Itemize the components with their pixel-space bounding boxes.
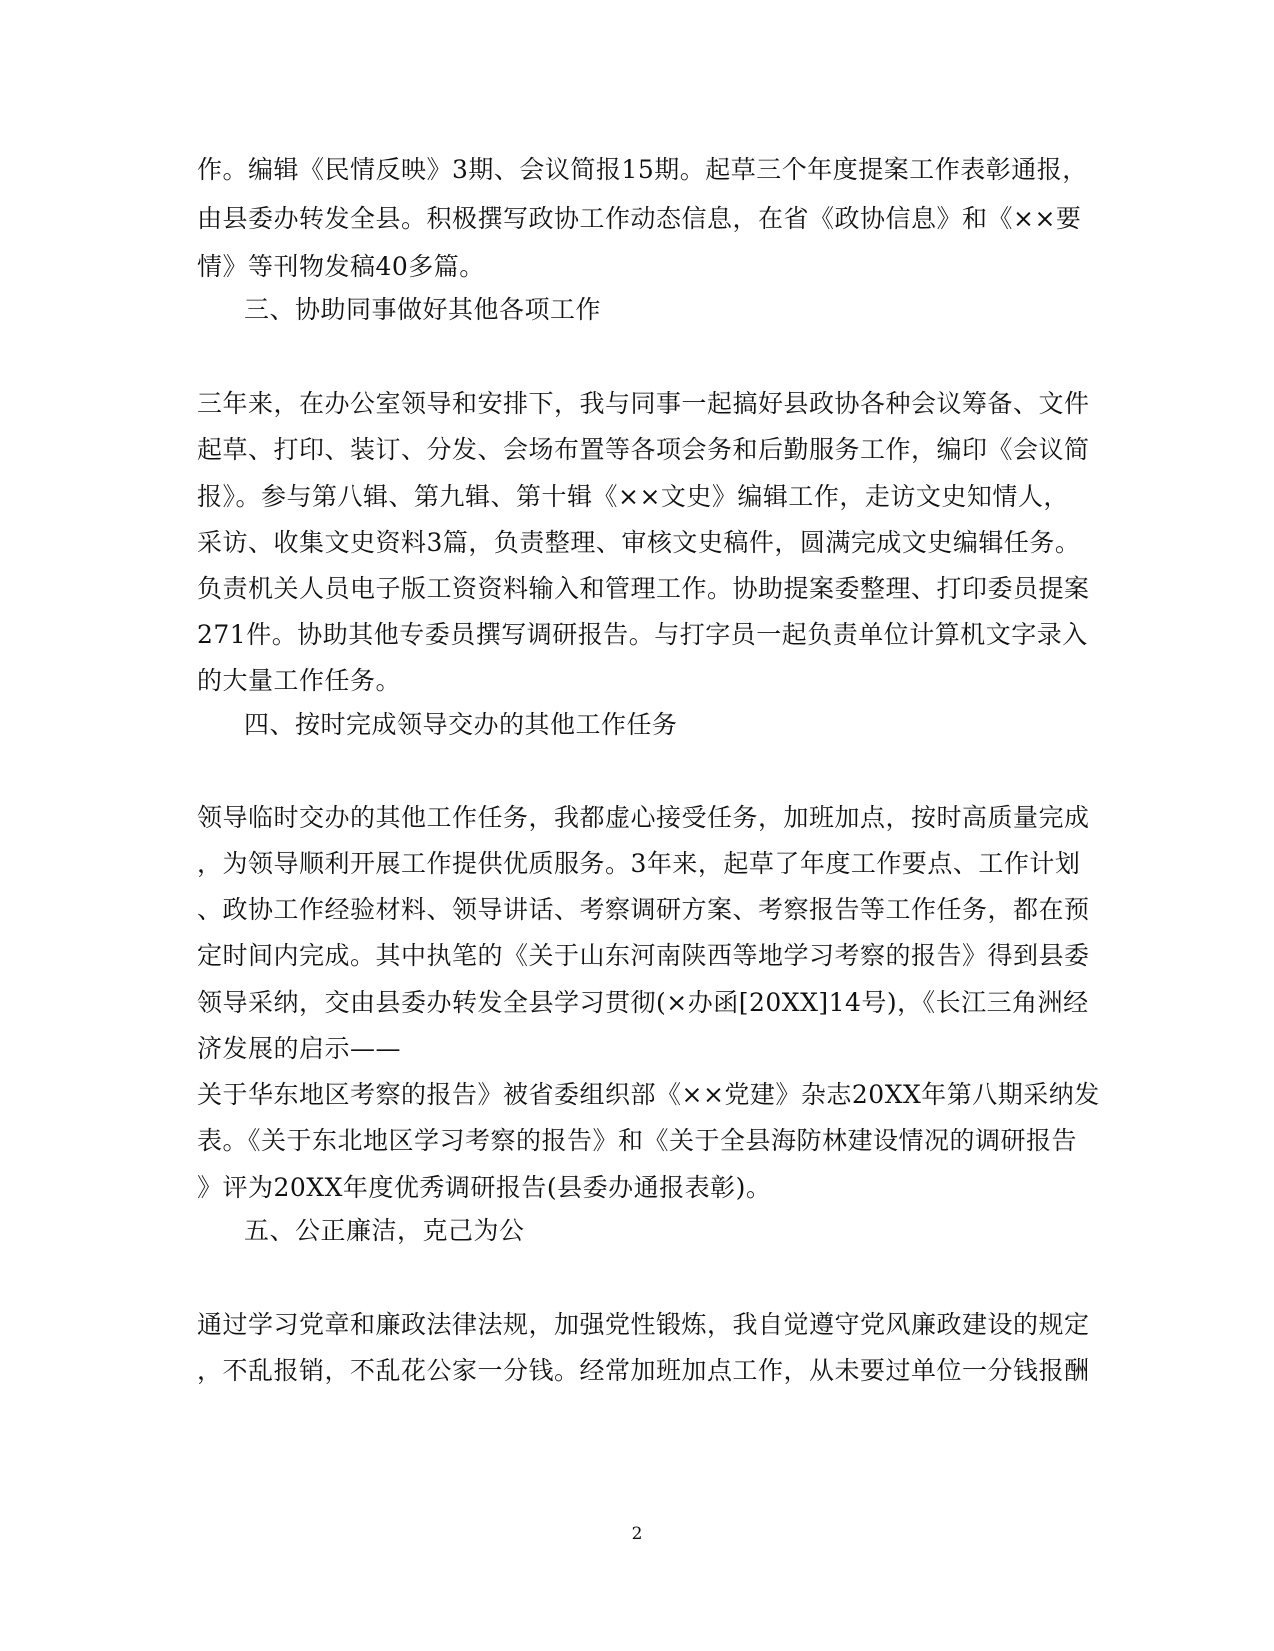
body-text-line: 报》。参与第八辑、第九辑、第十辑《××文史》编辑工作，走访文史知情人，: [197, 482, 1069, 511]
body-text-line: 起草、打印、装订、分发、会场布置等各项会务和后勤服务工作，编印《会议简: [197, 435, 1090, 464]
body-text-line: ，不乱报销，不乱花公家一分钱。经常加班加点工作，从未要过单位一分钱报酬: [197, 1356, 1090, 1385]
body-text-line: 领导采纳，交由县委办转发全县学习贯彻(×办函[20XX]14号)，《长江三角洲经: [197, 988, 1089, 1017]
body-text-line: 由县委办转发全县。积极撰写政协工作动态信息，在省《政协信息》和《××要: [197, 204, 1082, 233]
body-text-line: 表。《关于东北地区学习考察的报告》和《关于全县海防林建设情况的调研报告: [197, 1126, 1078, 1155]
body-text-line: 负责机关人员电子版工资资料输入和管理工作。协助提案委整理、打印委员提案: [197, 574, 1090, 603]
body-text-line: 济发展的启示——: [197, 1034, 402, 1063]
body-text-line: 采访、收集文史资料3篇，负责整理、审核文史稿件，圆满完成文史编辑任务。: [197, 528, 1081, 557]
body-text-line: 情》等刊物发稿40多篇。: [197, 252, 485, 281]
body-text-line: 通过学习党章和廉政法律法规，加强党性锻炼，我自觉遵守党风廉政建设的规定: [197, 1310, 1090, 1339]
page-number: 2: [631, 1524, 643, 1544]
body-text-line: ，为领导顺利开展工作提供优质服务。3年来，起草了年度工作要点、工作计划: [197, 849, 1081, 878]
body-text-line: 作。编辑《民情反映》3期、会议简报15期。起草三个年度提案工作表彰通报，: [197, 155, 1088, 184]
body-text-line: 》评为20XX年度优秀调研报告(县委办通报表彰)。: [197, 1173, 772, 1202]
section-heading: 五、公正廉洁，克己为公: [244, 1216, 525, 1245]
body-text-line: 271件。协助其他专委员撰写调研报告。与打字员一起负责单位计算机文字录入: [197, 620, 1088, 649]
section-heading: 三、协助同事做好其他各项工作: [244, 295, 602, 324]
body-text-line: 定时间内完成。其中执笔的《关于山东河南陕西等地学习考察的报告》得到县委: [197, 941, 1090, 970]
body-text-line: 关于华东地区考察的报告》被省委组织部《××党建》杂志20XX年第八期采纳发: [197, 1080, 1100, 1109]
body-text-line: 领导临时交办的其他工作任务，我都虚心接受任务，加班加点，按时高质量完成: [197, 803, 1090, 832]
body-text-line: 的大量工作任务。: [197, 666, 402, 695]
body-text-line: 、政协工作经验材料、领导讲话、考察调研方案、考察报告等工作任务，都在预: [197, 895, 1090, 924]
section-heading: 四、按时完成领导交办的其他工作任务: [244, 710, 678, 739]
body-text-line: 三年来，在办公室领导和安排下，我与同事一起搞好县政协各种会议筹备、文件: [197, 389, 1090, 418]
